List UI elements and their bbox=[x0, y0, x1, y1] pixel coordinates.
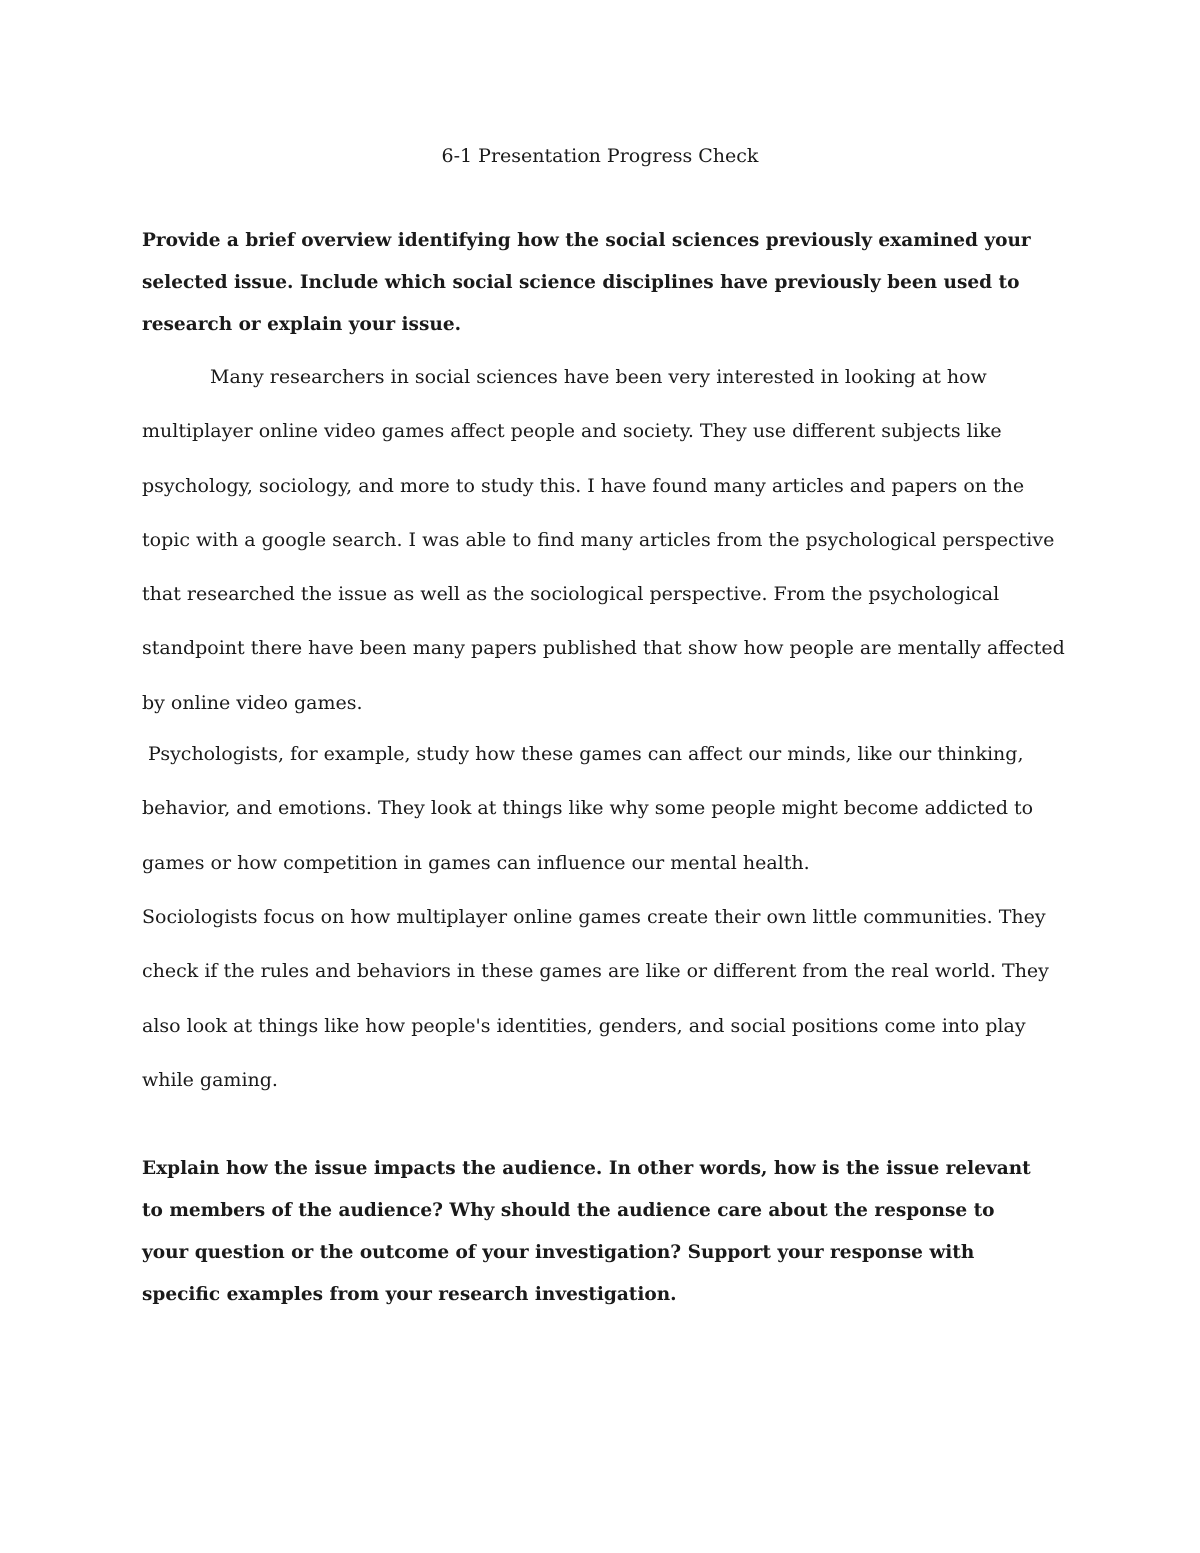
document-title: 6-1 Presentation Progress Check bbox=[441, 145, 759, 167]
response-paragraph-1: Many researchers in social sciences have been very interested in looking at how multiplayer online video games affect people and society. They use different subjects like psychology, sociology, and more to study this. I have found many articles and papers on the topic with a google search. I was able to find many articles from the psychological perspective that researched the issue as well as the sociological perspective. From the psychological standpoint there have been many papers published that show how people are mentally affected by online video games. bbox=[142, 366, 1065, 714]
response-paragraph-block-2 bbox=[142, 727, 1077, 890]
response-paragraph-3: Sociologists focus on how multiplayer online games create their own little communities. They check if the rules and behaviors in these games are like or different from the real world. They also look at things like how people's identities, genders, and social positions come into play while gaming. bbox=[142, 906, 1049, 1091]
prompt-question-2: Explain how the issue impacts the audience. In other words, how is the issue relevant to members of the audience? Why should the audience care about the response to your question or the outcome of your investigation? Support your response with specific examples from your research investigation. bbox=[142, 1158, 1031, 1305]
response-paragraph-2: Psychologists, for example, study how these games can affect our minds, like our thinking, behavior, and emotions. They look at things like why some people might become addicted to games or how competition in games can influence our mental health. bbox=[142, 743, 1040, 874]
prompt-question-1: Provide a brief overview identifying how the social sciences previously examined your selected issue. Include which social science disciplines have previously been used to research or explain your issue. bbox=[142, 230, 1031, 335]
response-paragraph-block-1 bbox=[142, 350, 1077, 730]
response-paragraph-block-3 bbox=[142, 890, 1077, 1107]
